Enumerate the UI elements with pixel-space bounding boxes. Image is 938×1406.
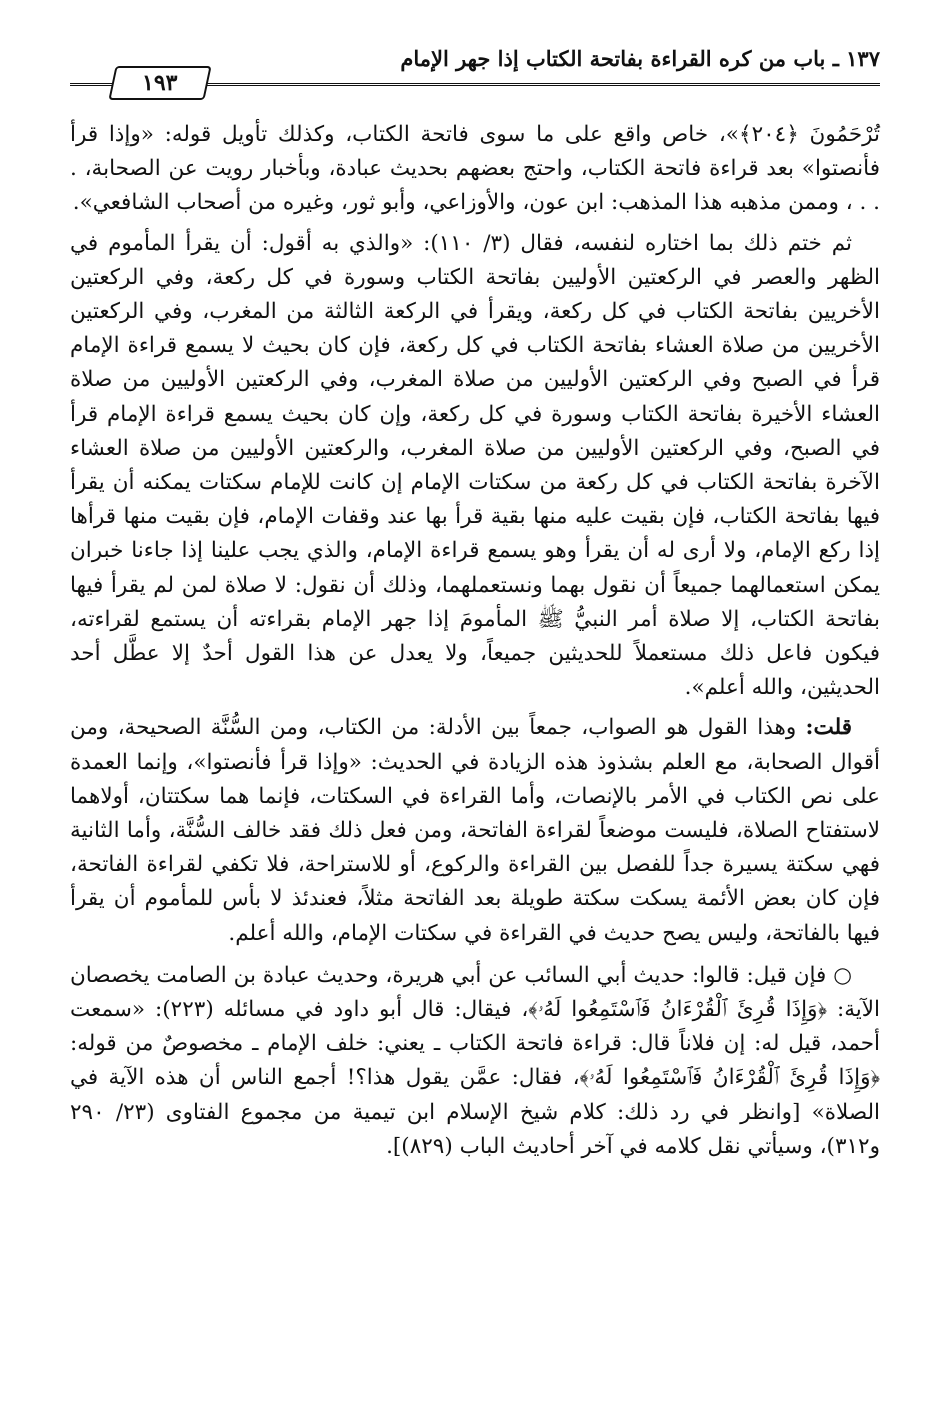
paragraph-commentary: [70, 711, 880, 950]
page-number: ١٩٣: [142, 70, 178, 96]
paragraph-author-choice: ثم ختم ذلك بما اختاره لنفسه، فقال (٣/ ١١٠): «والذي به أقول: أن يقرأ المأموم في الظهر والعصر في الركعتين الأوليين بفاتحة الكتاب وسورة في كل ركعة، وفي الركعتين الأخريين بفاتحة الكتاب في كل ركعة، ويقرأ في الركعة الثالثة من المغرب، وفي الركعتين الأخريين من صلاة العشاء بفاتحة الكتاب في كل ركعة، فإن كان بحيث لا يسمع قراءة الإمام قرأ في الصبح وفي الركعتين الأوليين من صلاة المغرب، وفي الركعتين الأوليين من صلاة العشاء الأخيرة بفاتحة الكتاب وسورة في كل ركعة، وإن كان بحيث يسمع قراءة الإمام قرأ في الصبح، وفي الركعتين الأوليين من صلاة المغرب، والركعتين الأوليين من صلاة العشاء الآخرة بفاتحة الكتاب في كل ركعة من سكتات الإمام إن كانت للإمام سكتات يمكنه أن يقرأ فيها بفاتحة الكتاب، فإن بقيت عليه منها بقية قرأ بها عند وقفات الإمام، فإن بقيت منها قرأها إذا ركع الإمام، ولا أرى له أن يقرأ وهو يسمع قراءة الإمام، والذي يجب علينا إذا جاءنا خبران يمكن استعمالهما جميعاً أن نقول بهما ونستعملهما، وذلك أن نقول: لا صلاة لمن لم يقرأ فيها بفاتحة الكتاب، إلا صلاة أمر النبيُّ ﷺ المأمومَ إذا جهر الإمام بقراءته أن يستمع لقراءته، فيكون فاعل ذلك مستعملاً للحديثين جميعاً، ولا يعدل عن هذا القول أحدٌ إلا عطَّل أحد الحديثين، والله أعلم».: [70, 230, 880, 701]
commentary-text: وهذا القول هو الصواب، جمعاً بين الأدلة: من الكتاب، ومن السُّنَّة الصحيحة، ومن أقوال الصحابة، مع العلم بشذوذ هذه الزيادة في الحديث: «وإذا قرأ فأنصتوا»، وإنما العمدة على نص الكتاب في الأمر بالإنصات، وأما القراءة في السكتات، فإنما هما سكتتان، أولاهما لاستفتاح الصلاة، فليست موضعاً لقراءة الفاتحة، ومن فعل ذلك فقد خالف السُّنَّة، وأما الثانية فهي سكتة يسيرة جداً للفصل بين القراءة والركوع، أو للاستراحة، فلا تكفي لقراءة الفاتحة، فإن كان بعض الأئمة يسكت سكتة طويلة بعد الفاتحة مثلاً، فعندئذ لا بأس للمأموم أن يقرأ فيها بالفاتحة، وليس يصح حديث في القراءة في سكتات الإمام، والله أعلم.: [70, 715, 880, 946]
paragraph-objection: ○ فإن قيل: قالوا: حديث أبي السائب عن أبي هريرة، وحديث عبادة بن الصامت يخصصان الآية: ﴿وَإِذَا قُرِئَ ٱلْقُرْءَانُ فَٱسْتَمِعُوا لَهُۥ﴾، فيقال: قال أبو داود في مسائله (٢٢٣): «سمعت أحمد، قيل له: إن فلاناً قال: قراءة فاتحة الكتاب ـ يعني: خلف الإمام ـ مخصوصٌ من قوله: ﴿وَإِذَا قُرِئَ ٱلْقُرْءَانُ فَٱسْتَمِعُوا لَهُۥ﴾، فقال: عمَّن يقول هذا؟! أجمع الناس أن هذه الآية في الصلاة» [وانظر في رد ذلك: كلام شيخ الإسلام ابن تيمية من مجموع الفتاوى (٢٣/ ٢٩٠ و٣١٢)، وسيأتي نقل كلامه في آخر أحاديث الباب (٨٢٩)].: [70, 962, 880, 1159]
book-page: [70, 0, 880, 1159]
page-number-badge: [108, 66, 211, 100]
page-body: [70, 118, 880, 1170]
commentary-lead: قلت:: [805, 715, 852, 741]
page-header: [70, 0, 880, 110]
paragraph-quote-end: تُرْحَمُونَ ﴿٢٠٤﴾»، خاص واقع على ما سوى فاتحة الكتاب، وكذلك تأويل قوله: «وإذا قرأ فأنصتوا» بعد قراءة فاتحة الكتاب، واحتج بعضهم بحديث عبادة، وبأخبار رويت عن الصحابة، . . . ، وممن مذهبه هذا المذهب: ابن عون، والأوزاعي، وأبو ثور، وغيره من أصحاب الشافعي».: [70, 122, 880, 216]
running-title: ١٣٧ ـ باب من كره القراءة بفاتحة الكتاب إذا جهر الإمام: [400, 46, 880, 71]
